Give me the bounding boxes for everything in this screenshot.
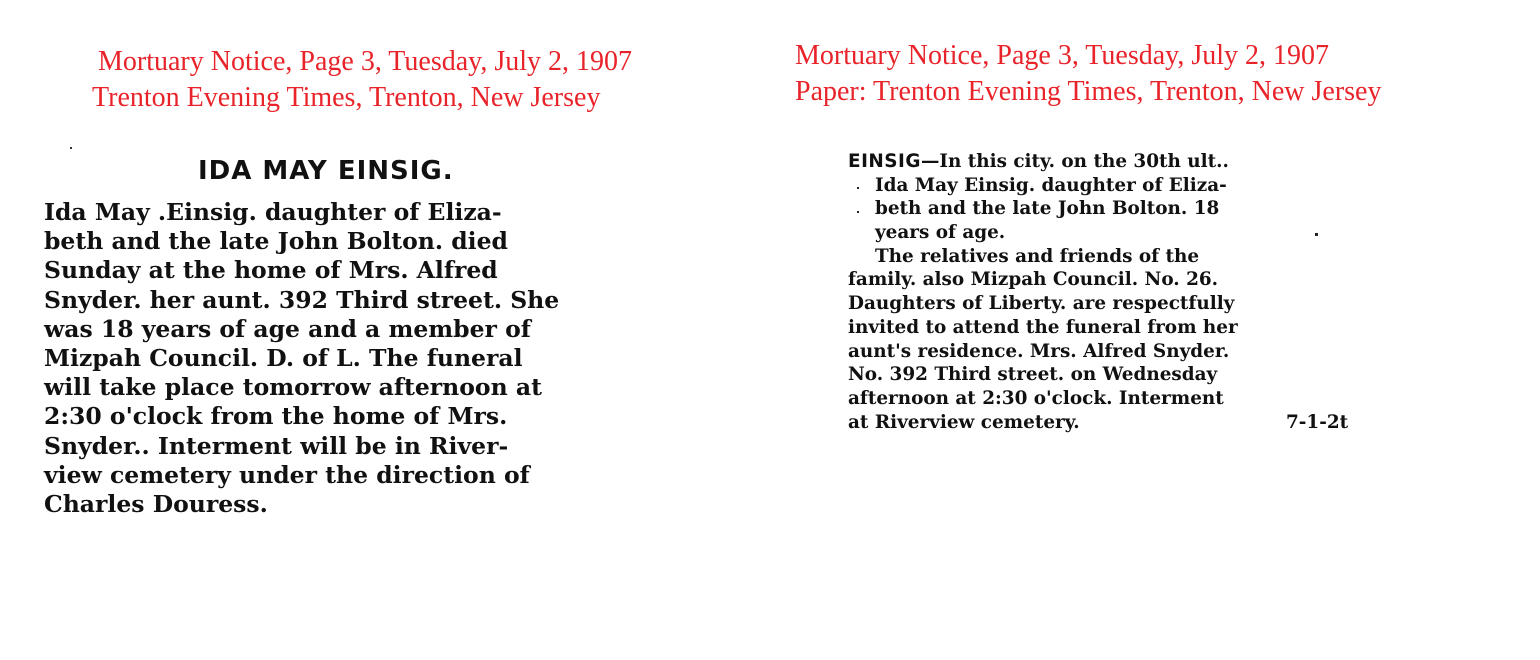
death-notice-line: The relatives and friends of the [875,245,1200,267]
death-notice-line: Daughters of Liberty. are respectfully [848,293,1235,315]
obituary-line: view cemetery under the direction of [44,460,530,489]
death-notice-line: invited to attend the funeral from her [848,316,1238,338]
obituary-line: Mizpah Council. D. of L. The funeral [44,343,523,372]
obituary-line: 2:30 o'clock from the home of Mrs. [44,402,508,431]
insertion-code: 7-1-2t [1286,411,1349,433]
obituary-line: Ida May .Einsig. daughter of Eliza- [44,198,502,226]
obituary-line: will take place tomorrow afternoon at [44,373,542,402]
right-caption-paper: Paper: Trenton Evening Times, Trenton, New Jersey [795,76,1382,107]
obituary-line: beth and the late John Bolton. died [44,227,508,256]
death-notice-line: aunt's residence. Mrs. Alfred Snyder. [848,340,1230,362]
left-caption-title: Mortuary Notice, Page 3, Tuesday, July 2, 1907 [98,46,633,77]
death-notice-line: afternoon at 2:30 o'clock. Interment [848,387,1224,409]
right-caption-title: Mortuary Notice, Page 3, Tuesday, July 2, 1907 [795,40,1330,71]
obituary-line: Sunday at the home of Mrs. Alfred [44,256,498,285]
obituary-line: was 18 years of age and a member of [44,314,531,343]
death-notice-line [848,411,1349,435]
obituary-line: Snyder. her aunt. 392 Third street. She [44,285,560,314]
death-notice-line [848,150,1238,174]
print-speck [70,147,72,149]
death-notice-line: Ida May Einsig. daughter of Eliza- [875,174,1227,196]
death-notice-line: family. also Mizpah Council. No. 26. [848,269,1219,291]
obituary-headline: IDA MAY EINSIG. [198,156,454,186]
death-notice-line: years of age. [875,222,1006,244]
print-speck [1315,233,1318,236]
print-speck [857,211,859,213]
death-notice-body [848,150,1349,434]
left-caption-paper: Trenton Evening Times, Trenton, New Jersey [92,82,601,113]
death-notice-line: beth and the late John Bolton. 18 [875,198,1220,220]
death-notice-text: at Riverview cemetery. [848,411,1080,433]
death-notice-text: —In this city. on the 30th ult.. [920,151,1229,172]
surname-lead: EINSIG [848,151,921,172]
obituary-line: Charles Douress. [44,489,268,518]
print-speck [857,187,859,189]
death-notice-line: No. 392 Third street. on Wednesday [848,364,1218,386]
obituary-body [44,198,559,519]
obituary-line: Snyder.. Interment will be in River- [44,431,509,460]
